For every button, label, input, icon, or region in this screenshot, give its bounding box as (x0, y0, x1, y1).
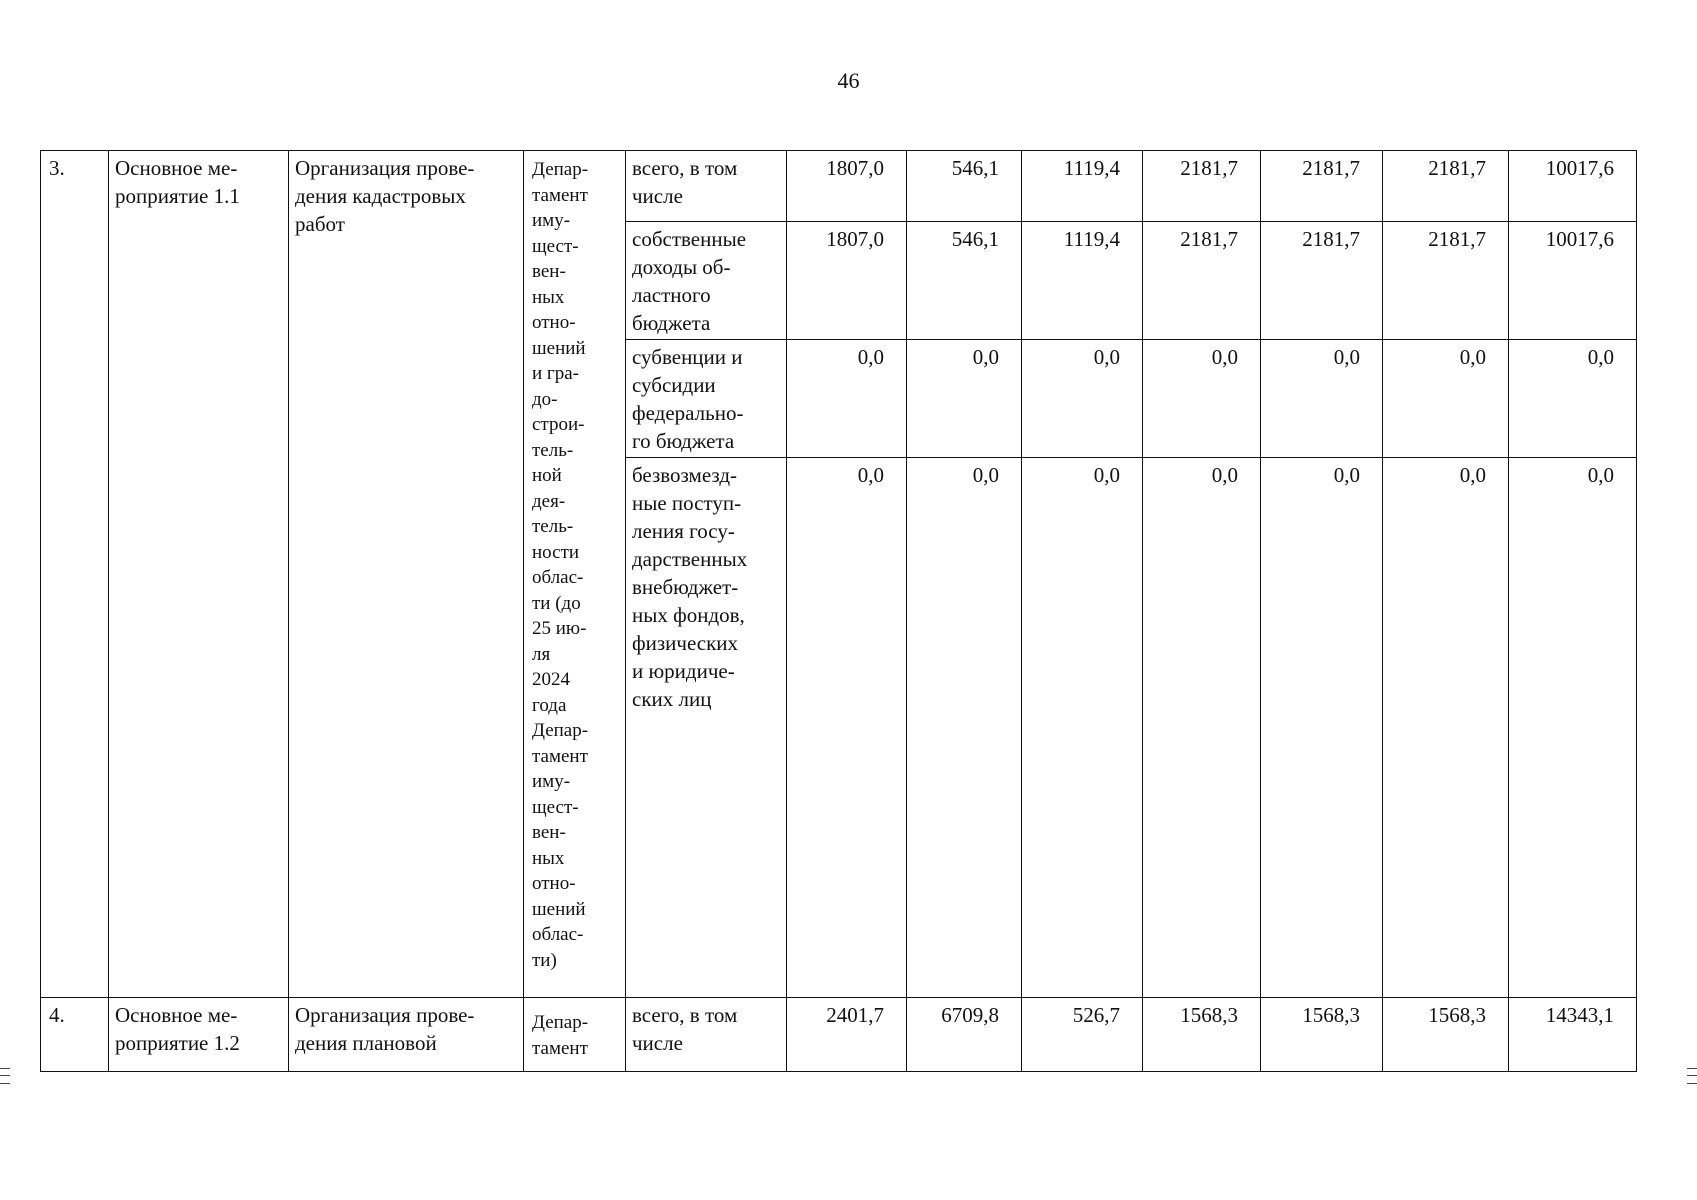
value-cell: 546,1 (907, 222, 1022, 340)
value-cell: 0,0 (1022, 458, 1143, 998)
value-cell: 0,0 (787, 458, 907, 998)
funding-source-label: безвозмезд- ные поступ- ления госу- дарственных внебюджет- ных фондов, физических и юридиче- ских лиц (626, 458, 787, 998)
value-cell: 10017,6 (1509, 151, 1637, 222)
table-row (41, 998, 1637, 1072)
row-index: 3. (41, 151, 109, 998)
event-description: Организация прове- дения плановой (289, 998, 524, 1072)
value-cell: 0,0 (787, 340, 907, 458)
row-index: 4. (41, 998, 109, 1072)
value-cell: 546,1 (907, 151, 1022, 222)
page-number: 46 (837, 68, 860, 93)
funding-source-label: собственные доходы об- ластного бюджета (626, 222, 787, 340)
value-cell: 1807,0 (787, 151, 907, 222)
value-cell: 0,0 (1261, 458, 1383, 998)
budget-table (40, 150, 1637, 1072)
value-cell: 2181,7 (1143, 222, 1261, 340)
value-cell: 10017,6 (1509, 222, 1637, 340)
value-cell: 2181,7 (1261, 222, 1383, 340)
event-name: Основное ме- роприятие 1.1 (109, 151, 289, 998)
funding-source-label: субвенции и субсидии федерально- го бюджета (626, 340, 787, 458)
value-cell: 2181,7 (1383, 222, 1509, 340)
value-cell: 2181,7 (1143, 151, 1261, 222)
value-cell: 14343,1 (1509, 998, 1637, 1072)
value-cell: 1119,4 (1022, 222, 1143, 340)
right-edge-mark (1687, 1068, 1697, 1084)
value-cell: 0,0 (1383, 340, 1509, 458)
value-cell: 1568,3 (1261, 998, 1383, 1072)
value-cell: 0,0 (1261, 340, 1383, 458)
value-cell: 2181,7 (1383, 151, 1509, 222)
event-description: Организация прове- дения кадастровых работ (289, 151, 524, 998)
funding-source-label: всего, в том числе (626, 151, 787, 222)
value-cell: 0,0 (1383, 458, 1509, 998)
value-cell: 526,7 (1022, 998, 1143, 1072)
value-cell: 0,0 (1509, 458, 1637, 998)
value-cell: 1119,4 (1022, 151, 1143, 222)
executor: Депар- тамент (524, 998, 626, 1072)
value-cell: 2401,7 (787, 998, 907, 1072)
value-cell: 0,0 (907, 458, 1022, 998)
value-cell: 0,0 (907, 340, 1022, 458)
value-cell: 6709,8 (907, 998, 1022, 1072)
event-name: Основное ме- роприятие 1.2 (109, 998, 289, 1072)
value-cell: 1807,0 (787, 222, 907, 340)
left-edge-mark (0, 1068, 10, 1084)
value-cell: 0,0 (1509, 340, 1637, 458)
funding-source-label: всего, в том числе (626, 998, 787, 1072)
table-row (41, 151, 1637, 222)
value-cell: 0,0 (1143, 340, 1261, 458)
value-cell: 0,0 (1022, 340, 1143, 458)
value-cell: 1568,3 (1383, 998, 1509, 1072)
executor: Депар- тамент иму- щест- вен- ных отно- шений и гра- до- строи- тель- ной дея- тель- ности облас- ти (до 25 ию- ля 2024 года Депар- тамент иму- щест- вен- ных отно- шений облас- ти) (524, 151, 626, 998)
value-cell: 0,0 (1143, 458, 1261, 998)
value-cell: 1568,3 (1143, 998, 1261, 1072)
value-cell: 2181,7 (1261, 151, 1383, 222)
